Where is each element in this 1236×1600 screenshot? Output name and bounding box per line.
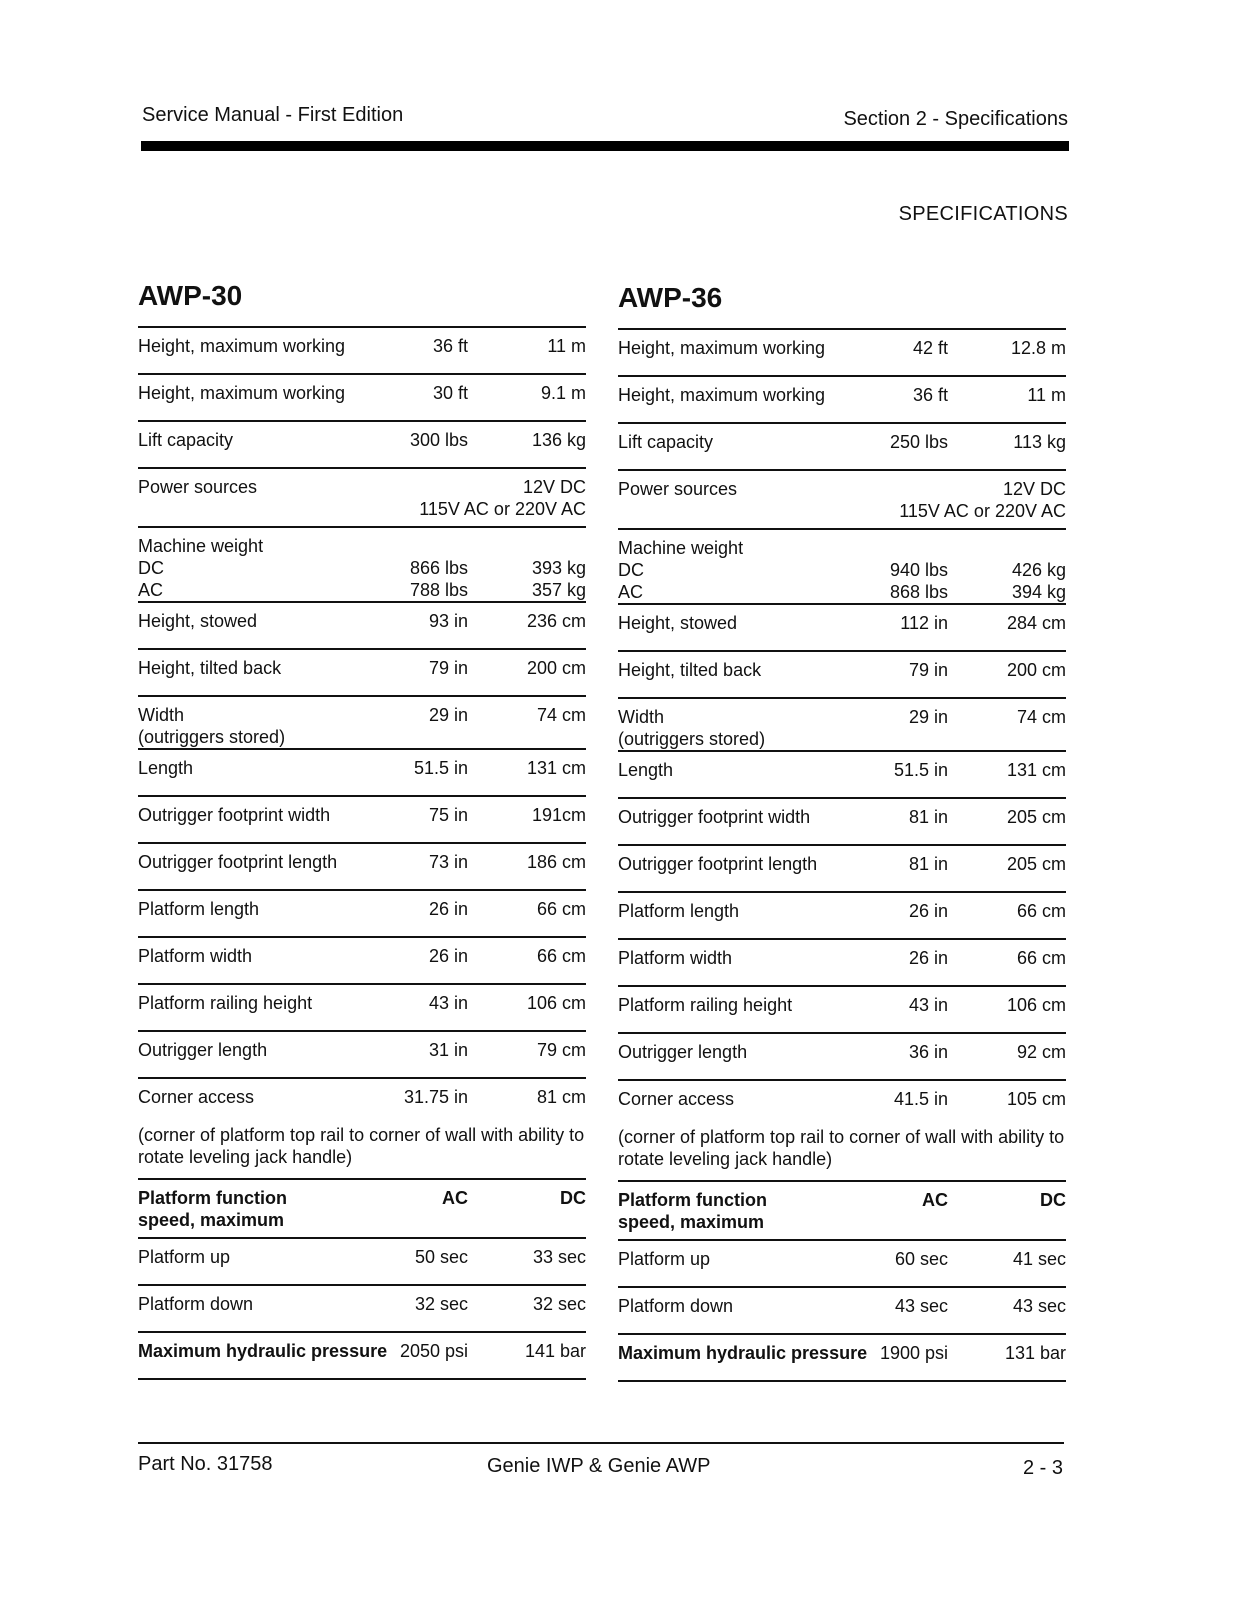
spec-row (138, 937, 586, 984)
spec-imperial: 112 in (868, 604, 948, 651)
spec-metric: 205 cm (948, 798, 1066, 845)
spec-imperial: 26 in (868, 892, 948, 939)
spec-label: Height, stowed (138, 602, 388, 649)
header-right: Section 2 - Specifications (843, 108, 1068, 130)
spec-label: Height, maximum working (138, 374, 388, 421)
spec-imperial: 81 in (868, 798, 948, 845)
spec-imperial: 31.75 in (388, 1078, 468, 1124)
speed-header-label (138, 1179, 388, 1238)
spec-sublabel: (outriggers stored) (618, 729, 766, 749)
speed-col-dc: DC (468, 1179, 586, 1238)
spec-imperial: 75 in (388, 796, 468, 843)
spec-label: Height, maximum working (138, 327, 388, 374)
spec-imperial: 42 ft (868, 329, 948, 376)
spec-note-row (618, 1126, 1066, 1181)
speed-header-line: speed, maximum (138, 1210, 285, 1230)
spec-metric: 106 cm (468, 984, 586, 1031)
model-title: AWP-30 (138, 280, 243, 311)
spec-value (388, 468, 586, 527)
spec-label: Width (618, 707, 665, 727)
spec-label: Platform width (138, 937, 388, 984)
speed-dc: 43 sec (948, 1287, 1066, 1334)
spec-label: Corner access (138, 1078, 388, 1124)
spec-table (138, 326, 586, 1380)
spec-metric: 12.8 m (948, 329, 1066, 376)
pressure-label: Maximum hydraulic pressure (138, 1332, 388, 1379)
spec-label: Outrigger footprint length (618, 845, 868, 892)
spec-sublabel: DC (618, 560, 644, 580)
spec-row (618, 329, 1066, 376)
spec-metric: 92 cm (948, 1033, 1066, 1080)
spec-label: Platform width (618, 939, 868, 986)
spec-label: Height, stowed (618, 604, 868, 651)
spec-metric: 66 cm (468, 937, 586, 984)
spec-row (138, 984, 586, 1031)
spec-imperial: 300 lbs (388, 421, 468, 468)
spec-metric: 284 cm (948, 604, 1066, 651)
speed-row (618, 1287, 1066, 1334)
spec-value-line: 115V AC or 220V AC (419, 499, 586, 519)
spec-metric: 66 cm (948, 892, 1066, 939)
speed-header-line: speed, maximum (618, 1212, 765, 1232)
footer-rule (138, 1442, 1064, 1444)
spec-imperial: 788 lbs (409, 580, 468, 600)
speed-row (138, 1238, 586, 1285)
footer-part-number: Part No. 31758 (138, 1453, 273, 1475)
spec-row (618, 798, 1066, 845)
spec-label: Platform railing height (138, 984, 388, 1031)
spec-imperial: 31 in (388, 1031, 468, 1078)
spec-note: (corner of platform top rail to corner of wall with ability to rotate leveling jack handle) (138, 1125, 585, 1167)
spec-row (618, 423, 1066, 470)
spec-row (138, 649, 586, 696)
spec-row (138, 749, 586, 796)
spec-label: Platform length (138, 890, 388, 937)
spec-metric: 191cm (468, 796, 586, 843)
pressure-row (618, 1334, 1066, 1381)
spec-row (138, 1031, 586, 1078)
spec-label: Height, maximum working (618, 376, 868, 423)
speed-dc: 41 sec (948, 1240, 1066, 1287)
spec-metric: 200 cm (468, 649, 586, 696)
spec-imperial: 250 lbs (868, 423, 948, 470)
spec-imperial: 29 in (868, 698, 948, 751)
speed-ac: 43 sec (868, 1287, 948, 1334)
pressure-imperial: 1900 psi (868, 1334, 948, 1381)
speed-row (138, 1285, 586, 1332)
spec-label: Outrigger footprint width (138, 796, 388, 843)
speed-dc: 33 sec (468, 1238, 586, 1285)
spec-metric: 186 cm (468, 843, 586, 890)
spec-label: Height, maximum working (618, 329, 868, 376)
header-left: Service Manual - First Edition (142, 104, 404, 126)
spec-label: Lift capacity (138, 421, 388, 468)
pressure-metric: 141 bar (468, 1332, 586, 1379)
spec-metric: 11 m (948, 376, 1066, 423)
spec-row (618, 892, 1066, 939)
spec-sublabel: DC (138, 558, 164, 578)
spec-label: Length (138, 749, 388, 796)
header-rule (141, 141, 1069, 151)
speed-dc: 32 sec (468, 1285, 586, 1332)
spec-row (618, 845, 1066, 892)
speed-label: Platform down (618, 1287, 868, 1334)
spec-row (618, 651, 1066, 698)
spec-row (618, 529, 1066, 604)
spec-metric: 426 kg (1011, 560, 1066, 580)
speed-ac: 50 sec (388, 1238, 468, 1285)
spec-imperial: 26 in (388, 890, 468, 937)
spec-sublabel: (outriggers stored) (138, 727, 286, 747)
spec-imperial: 73 in (388, 843, 468, 890)
speed-header-label (618, 1181, 868, 1240)
spec-metric: 81 cm (468, 1078, 586, 1124)
spec-imperial: 93 in (388, 602, 468, 649)
spec-label: Outrigger footprint width (618, 798, 868, 845)
spec-label: Power sources (618, 470, 868, 529)
spec-metric: 357 kg (531, 580, 586, 600)
spec-row (618, 1080, 1066, 1126)
spec-metric: 66 cm (468, 890, 586, 937)
spec-imperial: 43 in (868, 986, 948, 1033)
spec-imperial: 940 lbs (889, 560, 948, 580)
pressure-imperial: 2050 psi (388, 1332, 468, 1379)
model-awp-36 (618, 280, 1066, 1382)
spec-metric: 136 kg (468, 421, 586, 468)
spec-note: (corner of platform top rail to corner of wall with ability to rotate leveling jack handle) (618, 1127, 1065, 1169)
spec-imperial-group (388, 527, 468, 602)
spec-label: Height, tilted back (138, 649, 388, 696)
spec-label: Height, tilted back (618, 651, 868, 698)
spec-imperial: 79 in (388, 649, 468, 696)
spec-imperial: 36 ft (868, 376, 948, 423)
spec-metric: 131 cm (948, 751, 1066, 798)
speed-header-row (138, 1179, 586, 1238)
spec-row (618, 604, 1066, 651)
spec-label: Width (138, 705, 185, 725)
spec-imperial: 868 lbs (889, 582, 948, 602)
spec-metric: 393 kg (531, 558, 586, 578)
spec-row (138, 1078, 586, 1124)
spec-metric: 113 kg (948, 423, 1066, 470)
footer-title: Genie IWP & Genie AWP (487, 1455, 711, 1477)
spec-row (138, 374, 586, 421)
spec-row (618, 698, 1066, 751)
spec-sublabel: AC (618, 582, 644, 602)
footer-page-number: 2 - 3 (1022, 1457, 1063, 1479)
spec-value-line: 12V DC (522, 477, 586, 497)
spec-metric: 79 cm (468, 1031, 586, 1078)
spec-metric: 236 cm (468, 602, 586, 649)
spec-imperial: 36 ft (388, 327, 468, 374)
spec-metric: 205 cm (948, 845, 1066, 892)
spec-row (138, 327, 586, 374)
spec-value-line: 115V AC or 220V AC (899, 501, 1066, 521)
spec-row (138, 843, 586, 890)
spec-label: Platform length (618, 892, 868, 939)
spec-label: Machine weight (618, 538, 744, 558)
spec-label-group (618, 698, 868, 751)
spec-imperial: 26 in (868, 939, 948, 986)
spec-row (138, 421, 586, 468)
spec-row (138, 527, 586, 602)
spec-row (618, 376, 1066, 423)
spec-label: Lift capacity (618, 423, 868, 470)
speed-col-ac: AC (388, 1179, 468, 1238)
spec-label: Machine weight (138, 536, 264, 556)
spec-label-group (618, 529, 868, 604)
spec-sublabel: AC (138, 580, 164, 600)
spec-imperial: 43 in (388, 984, 468, 1031)
spec-imperial: 26 in (388, 937, 468, 984)
spec-value-line: 12V DC (1002, 479, 1066, 499)
speed-label: Platform down (138, 1285, 388, 1332)
spec-row (618, 986, 1066, 1033)
spec-label: Length (618, 751, 868, 798)
speed-col-dc: DC (948, 1181, 1066, 1240)
pressure-label: Maximum hydraulic pressure (618, 1334, 868, 1381)
spec-metric: 74 cm (468, 696, 586, 749)
spec-note-row (138, 1124, 586, 1179)
spec-imperial: 36 in (868, 1033, 948, 1080)
spec-row (618, 1033, 1066, 1080)
spec-metric: 131 cm (468, 749, 586, 796)
model-awp-30 (138, 278, 586, 1380)
spec-metric-group (468, 527, 586, 602)
speed-col-ac: AC (868, 1181, 948, 1240)
spec-imperial: 81 in (868, 845, 948, 892)
spec-row (618, 470, 1066, 529)
section-label: SPECIFICATIONS (898, 203, 1068, 225)
spec-imperial: 29 in (388, 696, 468, 749)
spec-label: Outrigger footprint length (138, 843, 388, 890)
pressure-row (138, 1332, 586, 1379)
spec-metric: 66 cm (948, 939, 1066, 986)
spec-row (138, 468, 586, 527)
spec-table (618, 328, 1066, 1382)
speed-header-line: Platform function (618, 1190, 767, 1210)
spec-label-group (138, 527, 388, 602)
speed-header-row (618, 1181, 1066, 1240)
spec-label-group (138, 696, 388, 749)
spec-row (618, 939, 1066, 986)
spec-metric: 74 cm (948, 698, 1066, 751)
spec-imperial: 51.5 in (388, 749, 468, 796)
spec-value (868, 470, 1066, 529)
spec-label: Outrigger length (618, 1033, 868, 1080)
spec-row (138, 602, 586, 649)
spec-imperial: 79 in (868, 651, 948, 698)
speed-row (618, 1240, 1066, 1287)
spec-imperial: 866 lbs (409, 558, 468, 578)
spec-metric: 394 kg (1011, 582, 1066, 602)
spec-label: Corner access (618, 1080, 868, 1126)
speed-header-line: Platform function (138, 1188, 287, 1208)
spec-metric: 105 cm (948, 1080, 1066, 1126)
spec-imperial-group (868, 529, 948, 604)
spec-imperial: 51.5 in (868, 751, 948, 798)
spec-row (138, 890, 586, 937)
speed-ac: 32 sec (388, 1285, 468, 1332)
spec-metric: 9.1 m (468, 374, 586, 421)
speed-label: Platform up (138, 1238, 388, 1285)
spec-row (618, 751, 1066, 798)
spec-metric: 11 m (468, 327, 586, 374)
spec-label: Platform railing height (618, 986, 868, 1033)
speed-ac: 60 sec (868, 1240, 948, 1287)
spec-row (138, 796, 586, 843)
pressure-metric: 131 bar (948, 1334, 1066, 1381)
spec-row (138, 696, 586, 749)
spec-label: Outrigger length (138, 1031, 388, 1078)
spec-metric: 200 cm (948, 651, 1066, 698)
spec-imperial: 30 ft (388, 374, 468, 421)
spec-metric-group (948, 529, 1066, 604)
model-title: AWP-36 (618, 282, 723, 313)
spec-imperial: 41.5 in (868, 1080, 948, 1126)
speed-label: Platform up (618, 1240, 868, 1287)
spec-metric: 106 cm (948, 986, 1066, 1033)
spec-label: Power sources (138, 468, 388, 527)
